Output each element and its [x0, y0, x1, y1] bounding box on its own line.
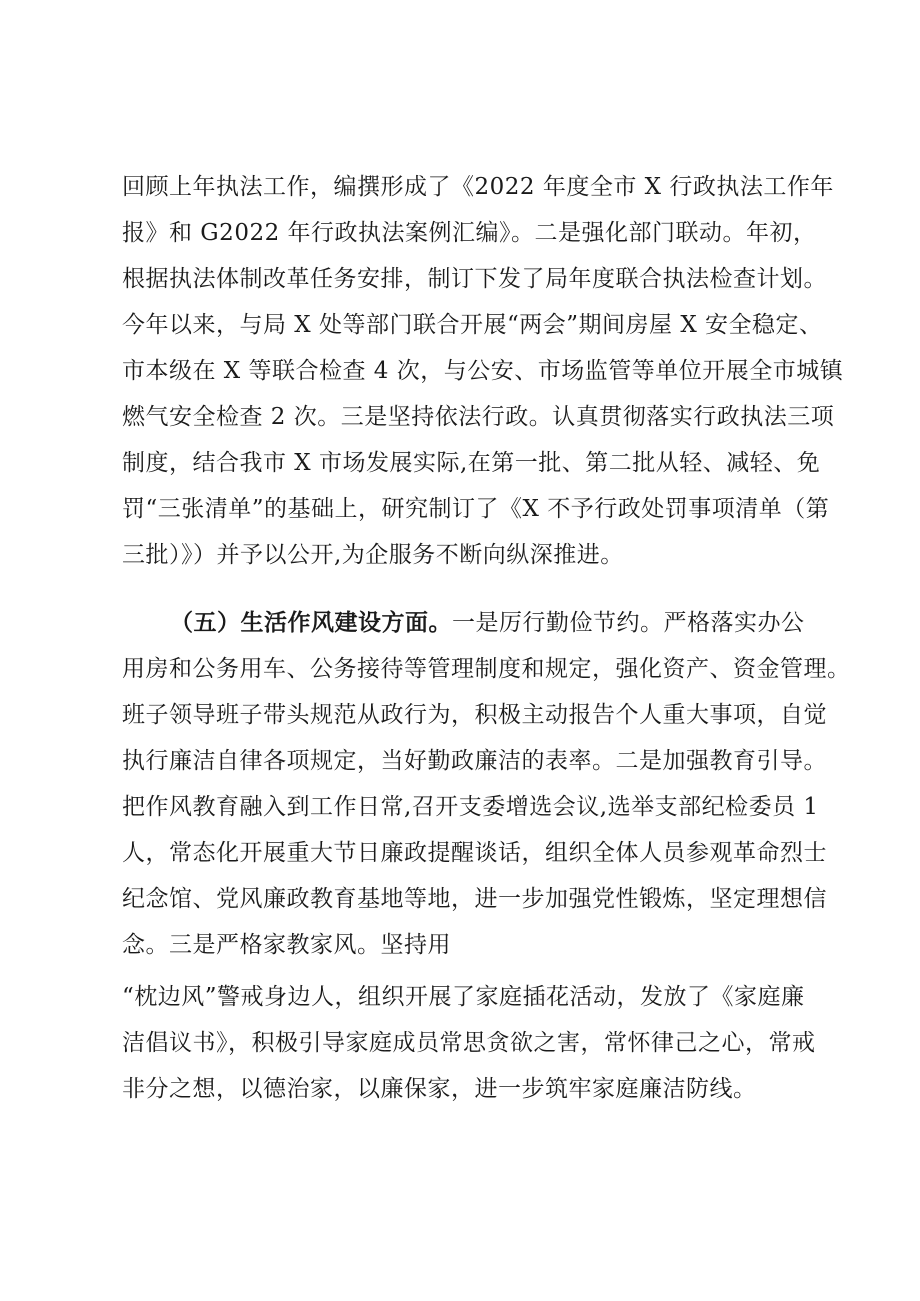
body-line: 用房和公务用车、公务接待等管理制度和规定，强化资产、资金管理。 [122, 656, 851, 682]
body-line: 洁倡议书》，积极引导家庭成员常思贪欲之害，常怀律己之心，常戒 [122, 1030, 816, 1056]
body-line: 执行廉洁自律各项规定，当好勤政廉洁的表率。二是加强教育引导。 [122, 748, 827, 774]
body-line: 市本级在 X 等联合检查 4 次，与公安、市场监管等单位开展全市城镇 [122, 358, 844, 384]
body-line: 罚“三张清单”的基础上，研究制订了《X 不予行政处罚事项清单（第 [122, 496, 830, 522]
body-line: 制度，结合我市 X 市场发展实际,在第一批、第二批从轻、减轻、免 [122, 450, 821, 476]
body-line: 回顾上年执法工作，编撰形成了《2022 年度全市 X 行政执法工作年 [122, 174, 834, 200]
body-line: 纪念馆、党风廉政教育基地等地，进一步加强党性锻炼，坚定理想信 [122, 886, 827, 912]
body-line: “枕边风”警戒身边人，组织开展了家庭插花活动，发放了《家庭廉 [122, 984, 805, 1010]
body-line: 把作风教育融入到工作日常,召开支委增选会议,选举支部纪检委员 1 [122, 794, 819, 820]
body-line: 根据执法体制改革任务安排，制订下发了局年度联合执法检查计划。 [122, 266, 827, 292]
section-paragraph-start [170, 608, 822, 638]
section-heading: （五）生活作风建设方面。 [170, 609, 452, 636]
body-line: 人，常态化开展重大节日廉政提醒谈话，组织全体人员参观革命烈士 [122, 840, 827, 866]
body-line: 今年以来，与局 X 处等部门联合开展“两会”期间房屋 X 安全稳定、 [122, 312, 823, 338]
body-line: 念。三是严格家教家风。坚持用 [122, 932, 451, 958]
body-line: 非分之想，以德治家，以廉保家，进一步筑牢家庭廉洁防线。 [122, 1076, 757, 1102]
section-first-text: 一是厉行勤俭节约。严格落实办公 [452, 610, 805, 636]
body-line: 班子领导班子带头规范从政行为，积极主动报告个人重大事项，自觉 [122, 702, 827, 728]
body-line: 燃气安全检查 2 次。三是坚持依法行政。认真贯彻落实行政执法三项 [122, 404, 835, 430]
body-line: 报》和 G2022 年行政执法案例汇编》。二是强化部门联动。年初， [122, 220, 817, 246]
body-line: 三批）》）并予以公开,为企服务不断向纵深推进。 [122, 542, 624, 568]
